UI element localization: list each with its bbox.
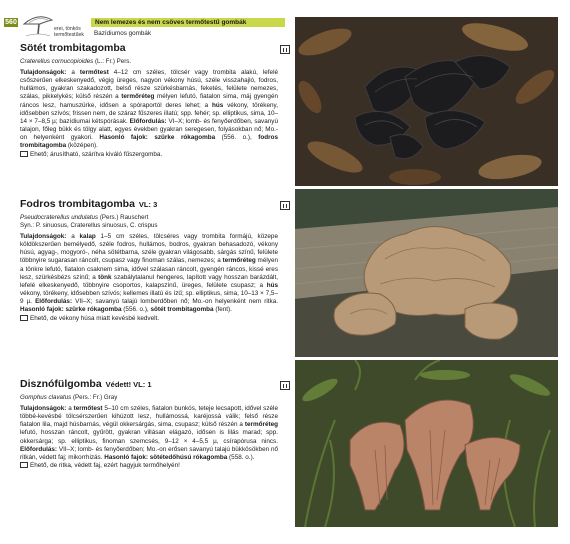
cutlery-icon	[20, 315, 28, 321]
description-run: hús	[211, 101, 224, 109]
field-guide-icon	[280, 45, 290, 54]
description-run: szabálytalanul hengeres, lapított vagy hosszan barázdált, lefelé elkeskenyedő, többnyire csoportos, kalapszínű, üreges, felülete csupasz; a	[20, 273, 278, 289]
species-description	[20, 405, 278, 462]
species-title: Disznófülgomba Védett! VL: 1	[20, 378, 152, 390]
section-title: Bazídiumos gombák	[94, 30, 152, 37]
description-run: Tulajdonságok:	[20, 405, 69, 412]
description-run: a	[71, 233, 80, 240]
description-run: (középen).	[66, 142, 98, 150]
description-run: Előfordulás:	[20, 445, 58, 453]
description-run: sötétedőhúsú rókagomba	[149, 453, 228, 461]
page-number: 560	[5, 19, 17, 26]
edibility-note: Ehető, de vékony húsa miatt kevésbé kedvelt.	[20, 315, 278, 323]
description-run: Előfordulás:	[129, 117, 167, 125]
description-run: termőtest	[79, 69, 109, 76]
description-run: termőréteg	[244, 421, 278, 429]
species-entry	[20, 378, 278, 470]
edibility-note: Ehető; árusítható, szárítva kiváló fűszergomba.	[20, 151, 278, 159]
description-run: 1–5 cm széles, tölcséres vagy trombita formájú, közepe köldökszerűen bemélyedő, széle fodros, hullámos, bodros, gyakran behasadozó, vékony húsú, agyag-, mogyoró-, néha sötétbarna, széle gyakran világosabb, sárgás színű, felülete többnyire sugarasan ráncolt, csupasz vagy finoman szálas, nemezes; a	[20, 233, 278, 265]
description-run: VI–X; lomb- és fenyőerdőben, savanyú talajon, főleg bükk és tölgy alatt, egyes években gyakran seregesen, folyásokban nő; Mo.-on helyenként gyakori.	[20, 117, 278, 142]
photo-black-trumpet	[295, 17, 558, 186]
field-guide-icon	[280, 201, 290, 210]
description-run: kalap	[79, 233, 96, 240]
photo-sinuous-chanterelle	[295, 189, 558, 357]
latin-name: Pseudocraterellus undulatus (Pers.) Rauschert	[20, 214, 149, 221]
description-run: fodros trombitagomba	[20, 134, 278, 150]
description-run: Hasonló fajok:	[99, 134, 148, 142]
latin-name: Craterellus cornucopioides (L.: Fr.) Pers.	[20, 58, 132, 65]
description-run: sötét trombitagomba	[150, 306, 214, 314]
edibility-note: Ehető, de ritka, védett faj, ezért hagyjuk termőhelyén!	[20, 462, 278, 470]
description-run: VII–X; savanyú talajú lomberdőben nő; Mo.-on helyenként nem ritka.	[72, 298, 278, 306]
species-title: Fodros trombitagomba VL: 3	[20, 198, 158, 210]
species-description	[20, 69, 278, 151]
description-run: a	[71, 69, 80, 76]
description-run: VII–X; lomb- és fenyőerdőben; Mo.-on erősen savanyú talajú bükkösökben nő ritkán, védett faj; mikorrhizás.	[20, 445, 278, 461]
synonyms: Syn.: P. sinuosus, Craterellus sinuosus, C. crispus	[20, 222, 158, 229]
description-run: vékony, törékeny, idősebben szívós; frissen nem, de száraz fűszeres illatú; spp. fehér; sp. elliptikus, sima, 10–14 × 7–8,5 µ; bazídiumai kétspórásak.	[20, 101, 278, 125]
description-run: (fent).	[213, 306, 232, 314]
description-run: mélyen a tönkre lefutó, fiatalon csaknem sima, idővel szálasan ráncolt, gyengén ráncos, kissé eres lesz, szürkésbézs színű; a	[20, 257, 279, 281]
description-run: (556. o.),	[215, 134, 259, 142]
chapter-bar: Nem lemezes és nem csöves termőtestű gombák	[91, 18, 285, 27]
description-run: szürke rókagomba	[154, 134, 216, 142]
description-run: termőréteg	[222, 257, 256, 265]
description-run: Tulajdonságok:	[20, 233, 72, 240]
species-title: Sötét trombitagomba	[20, 42, 126, 54]
description-run: lefutó, hosszan ráncolt, gyűrött, gyakran villásan elágazó, idősen is lilás marad; spp. okkersárga; sp. elliptikus, finoman szemcsés, 9–12 × 4–5,5 µ, csírapórusa nincs.	[20, 429, 278, 445]
species-entry	[20, 42, 278, 159]
description-run: szürke rókagomba	[65, 306, 122, 314]
description-run: Hasonló fajok:	[104, 453, 148, 461]
description-run: Tulajdonságok:	[20, 69, 72, 76]
description-run: 4–12 cm széles, tölcsér vagy trombita alakú, lefelé csőszerűen elkeskenyedő, végig üreges, nagyon vékony húsú, széle visszahajló, fodros, hullámos, gyakran szakadozott, belső része szürkésbarnás, feketés, felülete nemezes, szálas, pikkelykés; külső részén a	[20, 69, 279, 101]
description-run: (558. o.).	[227, 453, 255, 461]
cutlery-icon	[20, 462, 28, 468]
description-run: termőréteg	[121, 93, 155, 101]
field-guide-icon	[280, 381, 290, 390]
description-run: 5–10 cm széles, fiatalon bunkós, teteje lecsapott, idővel széle többé-kevésbé tölcsérszerűen kihúzott lesz, hullámossá, karéjossá válik; felső része fiatalon lila, majd húsbarnás, végül okkersárgás, sima, csupasz; külső részén a	[20, 405, 278, 429]
description-run: termőtest	[73, 405, 103, 412]
description-run: tönk	[98, 273, 112, 281]
description-run: mélyen lefutó, fiatalon sima, máj gyengén ráncos lesz, hamuszürke, idősen a spóraportól deres lehet; a	[20, 93, 279, 109]
description-run: Hasonló fajok:	[20, 306, 64, 314]
category-label: erei, tönkös termőtestűek	[54, 26, 84, 38]
latin-name: Gomphus clavatus (Pers.: Fr.) Gray	[20, 394, 118, 401]
description-run: a	[68, 405, 74, 412]
description-run: hús	[266, 281, 278, 289]
species-entry	[20, 198, 278, 323]
cutlery-icon	[20, 151, 28, 157]
description-run: Előfordulás:	[35, 298, 73, 306]
mushroom-category-icon	[20, 10, 56, 38]
description-run: (556. o.),	[121, 306, 151, 314]
description-run: vékony, törékeny, idősebben szívós; kellemes illatú és ízű; sp. elliptikus, sima, 10–13 × 7,5–9 µ.	[20, 290, 278, 306]
species-description	[20, 233, 278, 315]
photo-pigs-ear	[295, 360, 558, 527]
